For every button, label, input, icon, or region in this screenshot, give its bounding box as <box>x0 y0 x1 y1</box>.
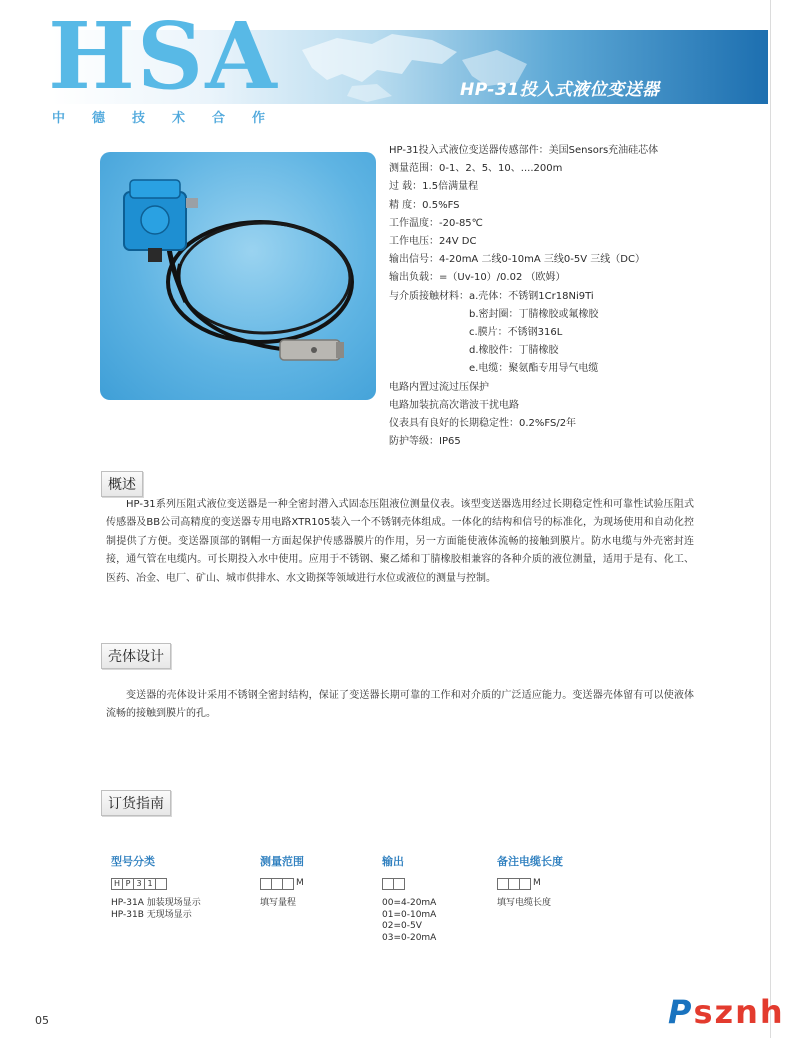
code-boxes <box>111 878 201 889</box>
product-title: HP-31投入式液位变送器 <box>460 80 660 100</box>
ordering-option: 02=0-5V <box>382 921 422 931</box>
code-box: P <box>122 878 134 890</box>
housing-text: 变送器的壳体设计采用不锈钢全密封结构，保证了变送器长期可靠的工作和对介质的广泛适应能力。变送器壳体留有可以使液体流畅的接触到膜片的孔。 <box>106 690 694 720</box>
ordering-heading: 订货指南 <box>101 790 171 816</box>
code-boxes <box>382 878 436 889</box>
logo-subtitle: 中德技术合作 <box>52 111 293 126</box>
ordering-option: 00=4-20mA <box>382 898 437 908</box>
spec-line: 与介质接触材料：a.壳体：不锈钢1Cr18Ni9Ti <box>389 290 594 302</box>
spec-line: d.橡胶件：丁腈橡胶 <box>469 345 559 357</box>
brand-letter: P <box>668 993 694 1031</box>
spec-line: 测量范围：0-1、2、5、10、....200m <box>389 163 563 175</box>
unit-label: M <box>296 878 304 888</box>
ordering-column-output <box>382 853 436 944</box>
ordering-column-title: 备注电缆长度 <box>497 855 563 868</box>
code-box <box>393 878 405 890</box>
ordering-option: 填写量程 <box>260 898 297 908</box>
code-box <box>519 878 531 890</box>
code-box: 3 <box>133 878 145 890</box>
spec-line: 过 载：1.5倍满量程 <box>389 181 479 193</box>
spec-line: 防护等级：IP65 <box>389 436 461 448</box>
page-number: 05 <box>35 1014 49 1027</box>
code-box <box>155 878 167 890</box>
overview-text: HP-31系列压阻式液位变送器是一种全密封潜入式固态压阻液位测量仪表。该型变送器选用经过长期稳定性和可靠性试验压阻式传感器及BB公司高精度的变送器专用电路XTR105装入一个不锈钢壳体组成。一体化的结构和信号的标准化，为现场使用和自动化控制提供了方便。变送器顶部的钢帽一方面起保护传感器膜片的作用，另一方面能使液体流畅的接触到膜片。防水电缆与外壳密封连接，通气管在电缆内。可长期投入水中使用。应用于不锈钢、聚乙烯和丁腈橡胶相兼容的各种介质的液位测量，适用于是有、化工、医药、冶金、电厂、矿山、城市供排水、水文勘探等领域进行水位或液位的测量与控制。 <box>106 499 694 584</box>
unit-label: M <box>533 878 541 888</box>
product-title-bar <box>460 75 660 100</box>
spec-line: 仪表具有良好的长期稳定性：0.2%FS/2年 <box>389 418 577 430</box>
spec-line: 工作电压：24V DC <box>389 236 477 248</box>
ordering-column-title: 型号分类 <box>111 855 155 868</box>
ordering-option: 填写电缆长度 <box>497 898 552 908</box>
ordering-option: HP-31A 加装现场显示 <box>111 898 201 908</box>
ordering-option: 01=0-10mA <box>382 909 437 920</box>
ordering-option: 03=0-20mA <box>382 932 437 943</box>
spec-line: 工作温度：-20-85℃ <box>389 217 483 229</box>
transmitter-image <box>100 152 376 400</box>
spec-list <box>389 142 759 451</box>
ordering-column-range <box>260 853 304 910</box>
spec-line: c.膜片：不锈钢316L <box>469 327 563 339</box>
page-edge-rule <box>770 0 771 1038</box>
code-box: 1 <box>144 878 156 890</box>
spec-line: 精 度：0.5%FS <box>389 199 460 211</box>
ordering-column-cable <box>497 853 563 910</box>
housing-heading: 壳体设计 <box>101 643 171 669</box>
spec-line: 输出负载：=（Uv-10）/0.02 （欧姆） <box>389 272 566 284</box>
spec-line: 电路内置过流过压保护 <box>389 381 489 393</box>
spec-line: e.电缆：聚氨酯专用导气电缆 <box>469 363 599 375</box>
code-box <box>282 878 294 890</box>
overview-heading: 概述 <box>101 471 143 497</box>
spec-line: b.密封圈：丁腈橡胶或氟橡胶 <box>469 308 599 320</box>
code-boxes <box>260 878 304 889</box>
spec-line: 电路加装抗高次谐波干扰电路 <box>389 399 519 411</box>
ordering-column-title: 测量范围 <box>260 855 304 868</box>
ordering-option: HP-31B 无现场显示 <box>111 909 192 920</box>
code-box: H <box>111 878 123 890</box>
product-photo <box>100 152 376 400</box>
code-boxes <box>497 878 563 889</box>
brand-logo <box>668 993 785 1031</box>
hsa-logo: HSA <box>48 2 279 110</box>
spec-line: 输出信号：4-20mA 二线0-10mA 三线0-5V 三线（DC） <box>389 254 645 266</box>
brand-text: sznh <box>693 993 785 1031</box>
spec-line: HP-31投入式液位变送器传感部件：美国Sensors充油硅芯体 <box>389 145 659 156</box>
ordering-column-title: 输出 <box>382 855 404 868</box>
ordering-column-model <box>111 853 201 921</box>
